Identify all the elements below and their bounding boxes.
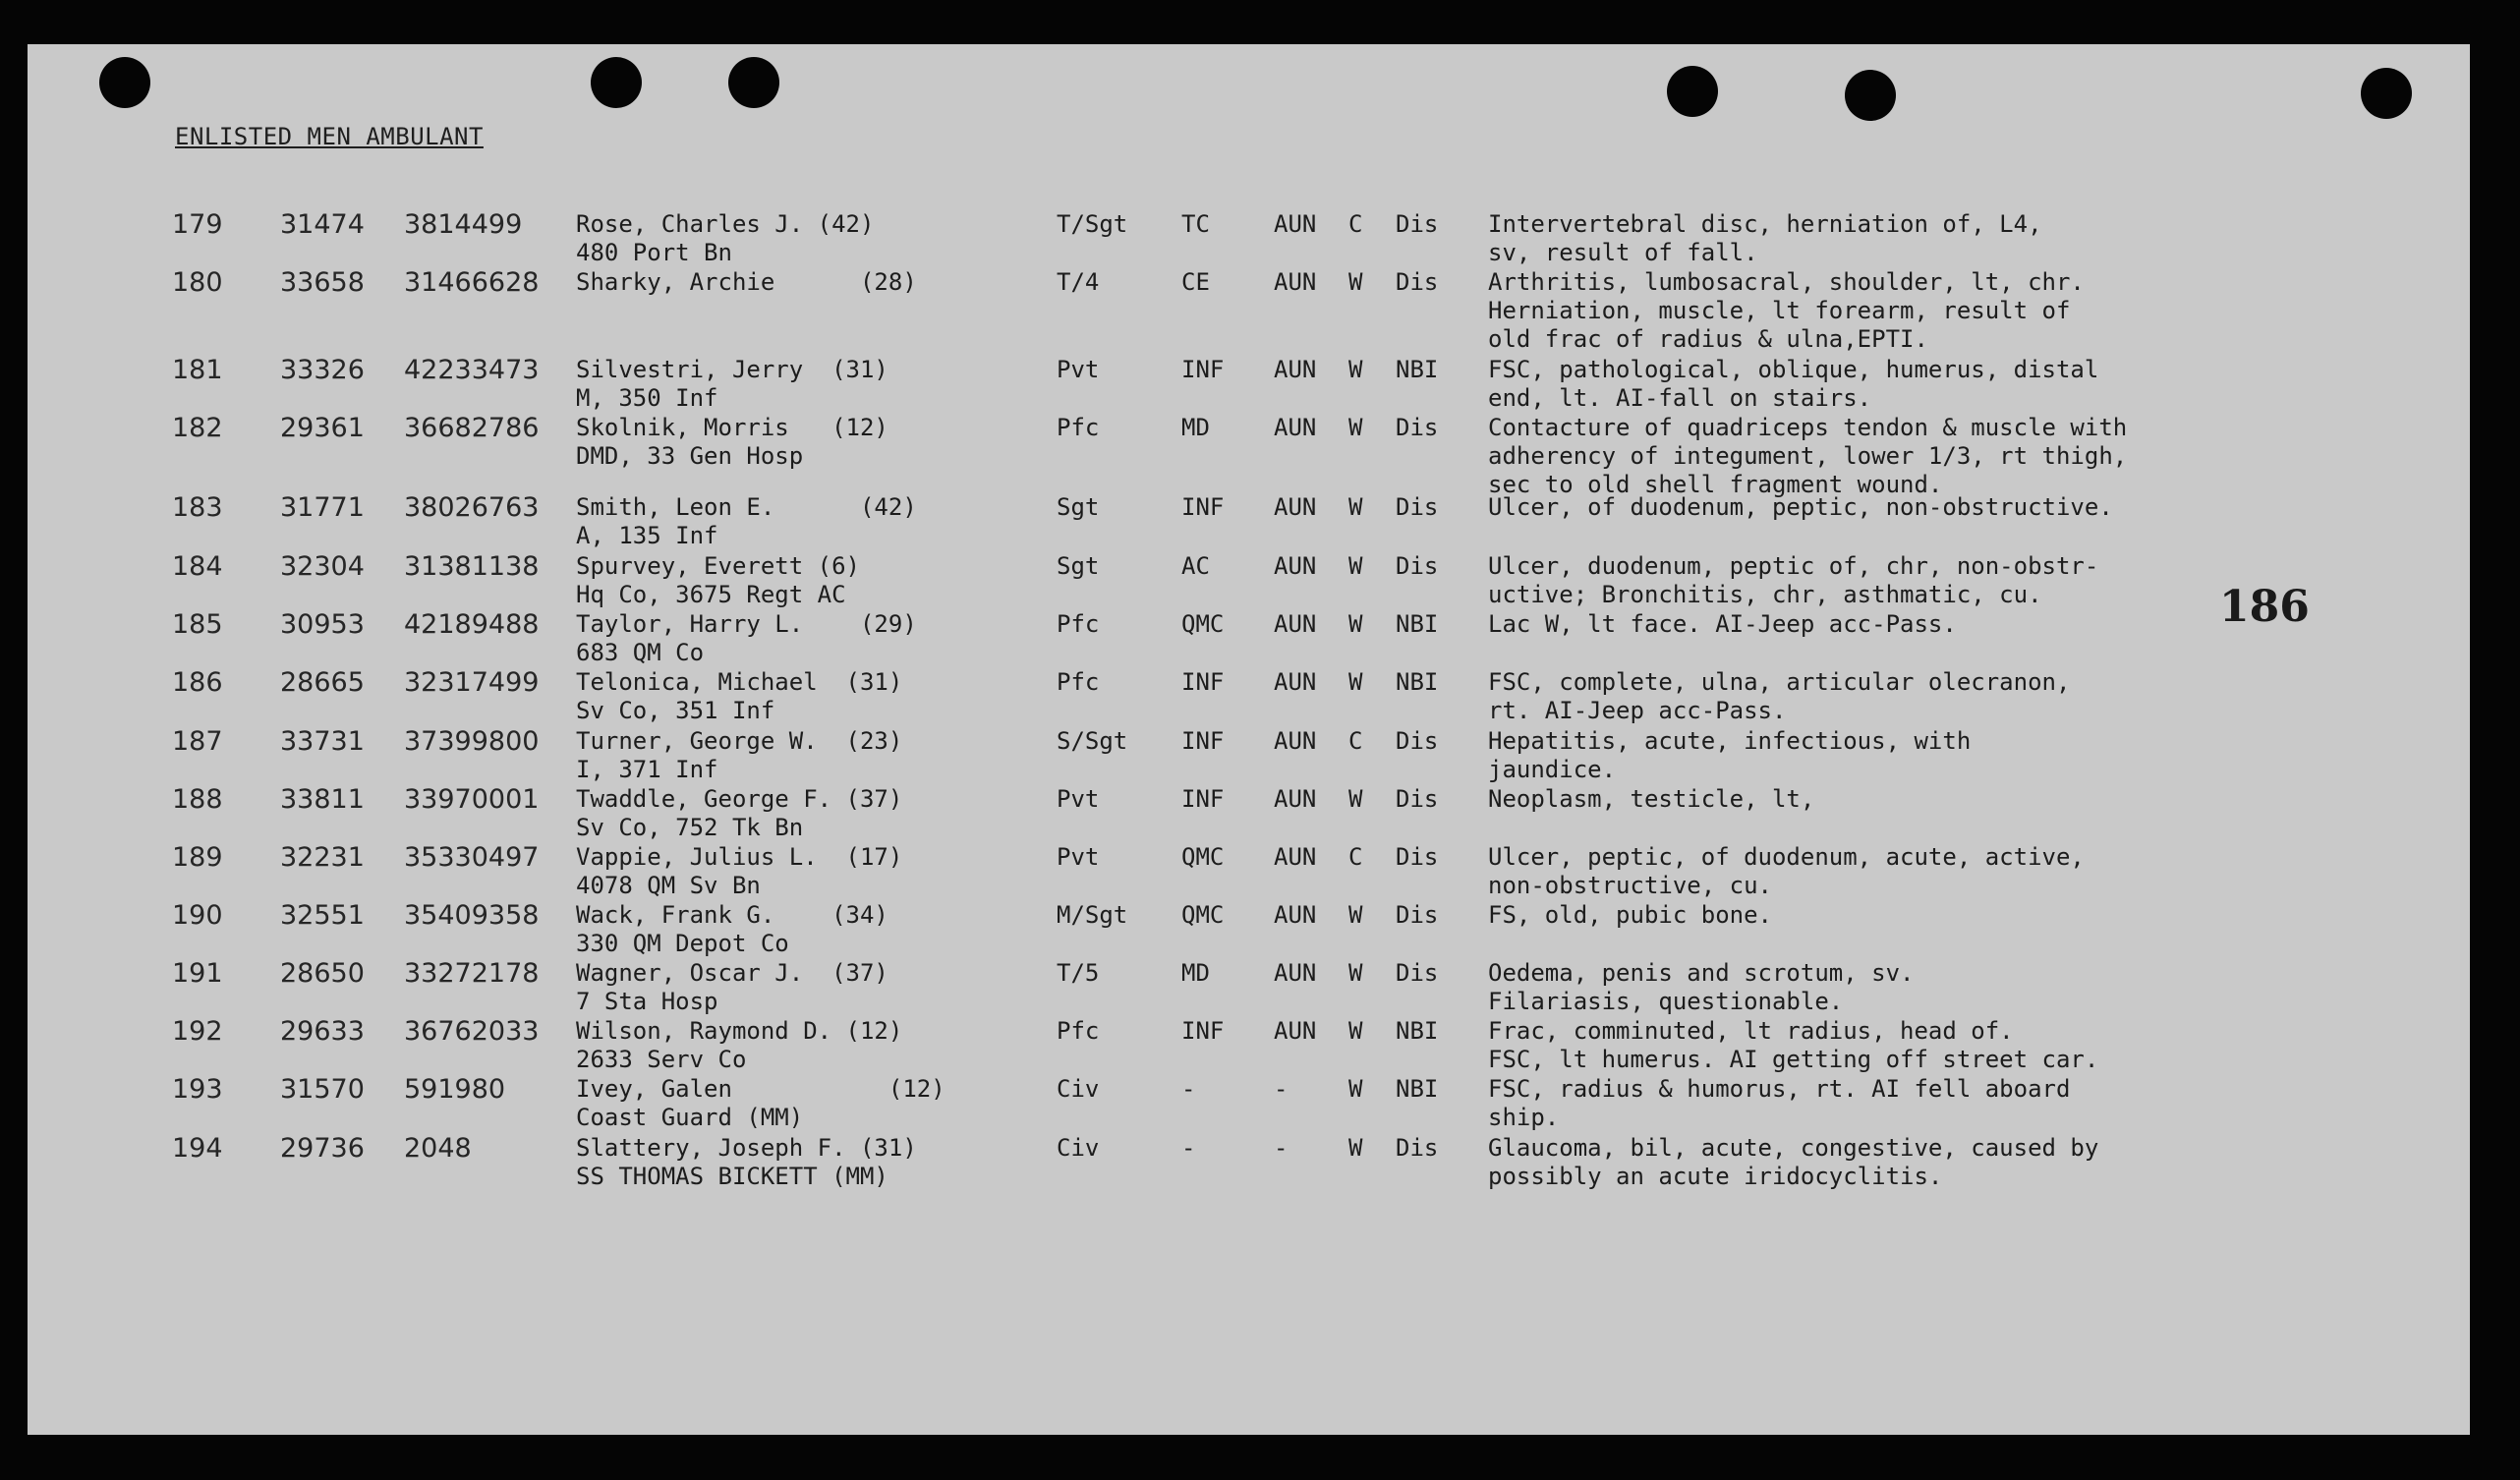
- disposition: NBI: [1396, 1075, 1439, 1103]
- unit-line: 2633 Serv Co: [576, 1046, 747, 1073]
- race-code: W: [1348, 1075, 1363, 1103]
- race-code: W: [1348, 414, 1363, 441]
- serial-number: 42189488: [404, 609, 540, 640]
- register-number: 29361: [280, 413, 365, 443]
- arm-of-service: INF: [1181, 785, 1225, 813]
- unit-line: Sv Co, 351 Inf: [576, 697, 775, 724]
- rank: Pfc: [1057, 1017, 1100, 1045]
- rank: Pvt: [1057, 843, 1100, 871]
- rank: Pfc: [1057, 414, 1100, 441]
- arm-of-service: AC: [1181, 552, 1210, 580]
- name-line: Spurvey, Everett (6): [576, 552, 860, 580]
- name-line: Smith, Leon E. (42): [576, 493, 917, 521]
- record-number: 189: [172, 842, 223, 873]
- name-line: Slattery, Joseph F. (31): [576, 1134, 917, 1162]
- race-code: C: [1348, 727, 1363, 755]
- name-line: Wilson, Raymond D. (12): [576, 1017, 903, 1045]
- record-number: 190: [172, 900, 223, 931]
- diagnosis-line: Glaucoma, bil, acute, congestive, caused by: [1488, 1134, 2099, 1162]
- arm-of-service: -: [1181, 1075, 1196, 1103]
- unit-line: 4078 QM Sv Bn: [576, 872, 761, 899]
- diagnosis-line: end, lt. AI-fall on stairs.: [1488, 384, 1872, 412]
- serial-number: 38026763: [404, 492, 540, 523]
- record-number: 179: [172, 209, 223, 240]
- rank: Civ: [1057, 1134, 1100, 1162]
- status-code: AUN: [1274, 785, 1317, 813]
- record-number: 192: [172, 1016, 223, 1047]
- diagnosis: [1488, 493, 2113, 522]
- diagnosis-line: FSC, radius & humorus, rt. AI fell aboard: [1488, 1075, 2071, 1103]
- status-code: AUN: [1274, 668, 1317, 696]
- record-number: 182: [172, 413, 223, 443]
- disposition: Dis: [1396, 843, 1439, 871]
- rank: Sgt: [1057, 493, 1100, 521]
- serial-number: 33272178: [404, 958, 540, 989]
- register-number: 30953: [280, 609, 365, 640]
- serial-number: 36682786: [404, 413, 540, 443]
- disposition: Dis: [1396, 727, 1439, 755]
- diagnosis-line: Lac W, lt face. AI-Jeep acc-Pass.: [1488, 610, 1957, 638]
- arm-of-service: QMC: [1181, 843, 1225, 871]
- diagnosis-line: old frac of radius & ulna,EPTI.: [1488, 325, 1928, 353]
- race-code: W: [1348, 785, 1363, 813]
- register-number: 33326: [280, 355, 365, 385]
- race-code: W: [1348, 1017, 1363, 1045]
- diagnosis: [1488, 210, 2042, 267]
- race-code: W: [1348, 493, 1363, 521]
- name-line: Vappie, Julius L. (17): [576, 843, 903, 871]
- serial-number: 31466628: [404, 267, 540, 298]
- diagnosis-line: FSC, lt humerus. AI getting off street car.: [1488, 1046, 2099, 1073]
- patient-name-unit: [576, 610, 917, 667]
- disposition: NBI: [1396, 610, 1439, 638]
- patient-name-unit: [576, 843, 902, 900]
- disposition: NBI: [1396, 668, 1439, 696]
- arm-of-service: MD: [1181, 414, 1210, 441]
- name-line: Silvestri, Jerry (31): [576, 356, 888, 383]
- status-code: AUN: [1274, 356, 1317, 383]
- diagnosis-line: Ulcer, peptic, of duodenum, acute, active,: [1488, 843, 2085, 871]
- patient-name-unit: [576, 356, 888, 413]
- register-number: 29633: [280, 1016, 365, 1047]
- name-line: Rose, Charles J. (42): [576, 210, 875, 238]
- unit-line: A, 135 Inf: [576, 522, 718, 549]
- rank: T/4: [1057, 268, 1100, 296]
- register-number: 31474: [280, 209, 365, 240]
- record-number: 184: [172, 551, 223, 582]
- disposition: Dis: [1396, 493, 1439, 521]
- serial-number: 31381138: [404, 551, 540, 582]
- patient-name-unit: [576, 414, 888, 471]
- status-code: AUN: [1274, 959, 1317, 987]
- register-number: 32304: [280, 551, 365, 582]
- rank: S/Sgt: [1057, 727, 1128, 755]
- diagnosis-line: sec to old shell fragment wound.: [1488, 471, 1943, 498]
- race-code: W: [1348, 356, 1363, 383]
- patient-name-unit: [576, 552, 860, 609]
- rank: Pvt: [1057, 785, 1100, 813]
- rank: Sgt: [1057, 552, 1100, 580]
- status-code: AUN: [1274, 901, 1317, 929]
- unit-line: 330 QM Depot Co: [576, 930, 789, 957]
- arm-of-service: INF: [1181, 356, 1225, 383]
- serial-number: 32317499: [404, 667, 540, 698]
- punch-hole: [1845, 70, 1896, 121]
- diagnosis-line: FS, old, pubic bone.: [1488, 901, 1772, 929]
- patient-name-unit: [576, 493, 917, 550]
- diagnosis: [1488, 843, 2085, 900]
- punch-hole: [728, 57, 779, 108]
- status-code: -: [1274, 1134, 1289, 1162]
- serial-number: 42233473: [404, 355, 540, 385]
- name-line: Twaddle, George F. (37): [576, 785, 903, 813]
- diagnosis: [1488, 959, 1914, 1016]
- diagnosis-line: sv, result of fall.: [1488, 239, 1758, 266]
- patient-name-unit: [576, 210, 874, 267]
- arm-of-service: QMC: [1181, 610, 1225, 638]
- status-code: AUN: [1274, 268, 1317, 296]
- status-code: AUN: [1274, 610, 1317, 638]
- diagnosis-line: Intervertebral disc, herniation of, L4,: [1488, 210, 2042, 238]
- diagnosis-line: Ulcer, of duodenum, peptic, non-obstructive.: [1488, 493, 2113, 521]
- unit-line: 7 Sta Hosp: [576, 988, 718, 1015]
- record-number: 186: [172, 667, 223, 698]
- unit-line: 480 Port Bn: [576, 239, 732, 266]
- serial-number: 35330497: [404, 842, 540, 873]
- disposition: Dis: [1396, 959, 1439, 987]
- diagnosis: [1488, 1075, 2070, 1132]
- register-number: 32231: [280, 842, 365, 873]
- punch-hole: [2361, 68, 2412, 119]
- diagnosis: [1488, 727, 1971, 784]
- register-number: 33658: [280, 267, 365, 298]
- record-number: 188: [172, 784, 223, 815]
- arm-of-service: INF: [1181, 727, 1225, 755]
- diagnosis-line: uctive; Bronchitis, chr, asthmatic, cu.: [1488, 581, 2042, 608]
- name-line: Ivey, Galen (12): [576, 1075, 945, 1103]
- race-code: C: [1348, 843, 1363, 871]
- disposition: Dis: [1396, 210, 1439, 238]
- patient-name-unit: [576, 1075, 945, 1132]
- diagnosis: [1488, 268, 2085, 354]
- diagnosis-line: Neoplasm, testicle, lt,: [1488, 785, 1815, 813]
- patient-name-unit: [576, 727, 902, 784]
- status-code: -: [1274, 1075, 1289, 1103]
- serial-number: 37399800: [404, 726, 540, 757]
- diagnosis: [1488, 414, 2127, 499]
- register-number: 31570: [280, 1074, 365, 1105]
- rank: M/Sgt: [1057, 901, 1128, 929]
- diagnosis-line: Hepatitis, acute, infectious, with: [1488, 727, 1972, 755]
- arm-of-service: INF: [1181, 493, 1225, 521]
- diagnosis-line: possibly an acute iridocyclitis.: [1488, 1163, 1943, 1190]
- race-code: W: [1348, 959, 1363, 987]
- patient-name-unit: [576, 959, 888, 1016]
- disposition: Dis: [1396, 1134, 1439, 1162]
- arm-of-service: -: [1181, 1134, 1196, 1162]
- record-number: 193: [172, 1074, 223, 1105]
- serial-number: 2048: [404, 1133, 472, 1164]
- record-number: 185: [172, 609, 223, 640]
- unit-line: 683 QM Co: [576, 639, 705, 666]
- diagnosis: [1488, 1134, 2098, 1191]
- record-number: 180: [172, 267, 223, 298]
- status-code: AUN: [1274, 843, 1317, 871]
- race-code: C: [1348, 210, 1363, 238]
- diagnosis-line: Contacture of quadriceps tendon & muscle with: [1488, 414, 2128, 441]
- disposition: Dis: [1396, 268, 1439, 296]
- unit-line: SS THOMAS BICKETT (MM): [576, 1163, 888, 1190]
- diagnosis: [1488, 901, 1772, 930]
- diagnosis: [1488, 1017, 2098, 1074]
- patient-name-unit: [576, 1134, 917, 1191]
- diagnosis-line: Ulcer, duodenum, peptic of, chr, non-obstr-: [1488, 552, 2099, 580]
- race-code: W: [1348, 1134, 1363, 1162]
- diagnosis-line: FSC, complete, ulna, articular olecranon,: [1488, 668, 2071, 696]
- rank: Pfc: [1057, 668, 1100, 696]
- punch-hole: [99, 57, 150, 108]
- punch-hole: [591, 57, 642, 108]
- register-number: 29736: [280, 1133, 365, 1164]
- race-code: W: [1348, 268, 1363, 296]
- diagnosis: [1488, 785, 1814, 814]
- status-code: AUN: [1274, 1017, 1317, 1045]
- diagnosis-line: rt. AI-Jeep acc-Pass.: [1488, 697, 1787, 724]
- serial-number: 36762033: [404, 1016, 540, 1047]
- diagnosis-line: ship.: [1488, 1104, 1560, 1131]
- serial-number: 33970001: [404, 784, 540, 815]
- document-page: [28, 44, 2470, 1435]
- register-number: 33811: [280, 784, 365, 815]
- register-number: 32551: [280, 900, 365, 931]
- register-number: 28665: [280, 667, 365, 698]
- status-code: AUN: [1274, 493, 1317, 521]
- serial-number: 3814499: [404, 209, 523, 240]
- disposition: NBI: [1396, 356, 1439, 383]
- arm-of-service: TC: [1181, 210, 1210, 238]
- status-code: AUN: [1274, 552, 1317, 580]
- serial-number: 591980: [404, 1074, 506, 1105]
- name-line: Taylor, Harry L. (29): [576, 610, 917, 638]
- arm-of-service: INF: [1181, 1017, 1225, 1045]
- patient-name-unit: [576, 785, 902, 842]
- unit-line: Hq Co, 3675 Regt AC: [576, 581, 846, 608]
- name-line: Telonica, Michael (31): [576, 668, 903, 696]
- race-code: W: [1348, 552, 1363, 580]
- unit-line: Coast Guard (MM): [576, 1104, 804, 1131]
- register-number: 33731: [280, 726, 365, 757]
- diagnosis-line: Arthritis, lumbosacral, shoulder, lt, chr.: [1488, 268, 2085, 296]
- diagnosis: [1488, 552, 2098, 609]
- patient-name-unit: [576, 268, 917, 297]
- unit-line: DMD, 33 Gen Hosp: [576, 442, 804, 470]
- name-line: Turner, George W. (23): [576, 727, 903, 755]
- serial-number: 35409358: [404, 900, 540, 931]
- arm-of-service: INF: [1181, 668, 1225, 696]
- record-number: 191: [172, 958, 223, 989]
- disposition: Dis: [1396, 414, 1439, 441]
- status-code: AUN: [1274, 414, 1317, 441]
- status-code: AUN: [1274, 727, 1317, 755]
- diagnosis-line: non-obstructive, cu.: [1488, 872, 1772, 899]
- arm-of-service: QMC: [1181, 901, 1225, 929]
- patient-name-unit: [576, 1017, 902, 1074]
- diagnosis-line: Frac, comminuted, lt radius, head of.: [1488, 1017, 2014, 1045]
- race-code: W: [1348, 901, 1363, 929]
- status-code: AUN: [1274, 210, 1317, 238]
- disposition: Dis: [1396, 785, 1439, 813]
- list-heading: ENLISTED MEN AMBULANT: [175, 123, 484, 150]
- diagnosis-line: FSC, pathological, oblique, humerus, distal: [1488, 356, 2099, 383]
- record-number: 194: [172, 1133, 223, 1164]
- rank: T/Sgt: [1057, 210, 1128, 238]
- diagnosis-line: Herniation, muscle, lt forearm, result of: [1488, 297, 2071, 324]
- name-line: Skolnik, Morris (12): [576, 414, 888, 441]
- patient-name-unit: [576, 901, 888, 958]
- disposition: NBI: [1396, 1017, 1439, 1045]
- record-number: 183: [172, 492, 223, 523]
- arm-of-service: MD: [1181, 959, 1210, 987]
- race-code: W: [1348, 668, 1363, 696]
- rank: Pfc: [1057, 610, 1100, 638]
- rank: T/5: [1057, 959, 1100, 987]
- name-line: Wagner, Oscar J. (37): [576, 959, 888, 987]
- rank: Civ: [1057, 1075, 1100, 1103]
- diagnosis-line: jaundice.: [1488, 756, 1617, 783]
- unit-line: Sv Co, 752 Tk Bn: [576, 814, 804, 841]
- register-number: 28650: [280, 958, 365, 989]
- diagnosis-line: Filariasis, questionable.: [1488, 988, 1844, 1015]
- diagnosis: [1488, 610, 1957, 639]
- unit-line: M, 350 Inf: [576, 384, 718, 412]
- diagnosis-line: adherency of integument, lower 1/3, rt thigh,: [1488, 442, 2128, 470]
- record-number: 187: [172, 726, 223, 757]
- punch-hole: [1667, 66, 1718, 117]
- disposition: Dis: [1396, 901, 1439, 929]
- race-code: W: [1348, 610, 1363, 638]
- diagnosis-line: Oedema, penis and scrotum, sv.: [1488, 959, 1915, 987]
- register-number: 31771: [280, 492, 365, 523]
- page-number: 186: [2219, 582, 2310, 632]
- name-line: Sharky, Archie (28): [576, 268, 917, 296]
- unit-line: I, 371 Inf: [576, 756, 718, 783]
- disposition: Dis: [1396, 552, 1439, 580]
- rank: Pvt: [1057, 356, 1100, 383]
- diagnosis: [1488, 668, 2070, 725]
- patient-name-unit: [576, 668, 902, 725]
- record-number: 181: [172, 355, 223, 385]
- name-line: Wack, Frank G. (34): [576, 901, 888, 929]
- arm-of-service: CE: [1181, 268, 1210, 296]
- diagnosis: [1488, 356, 2098, 413]
